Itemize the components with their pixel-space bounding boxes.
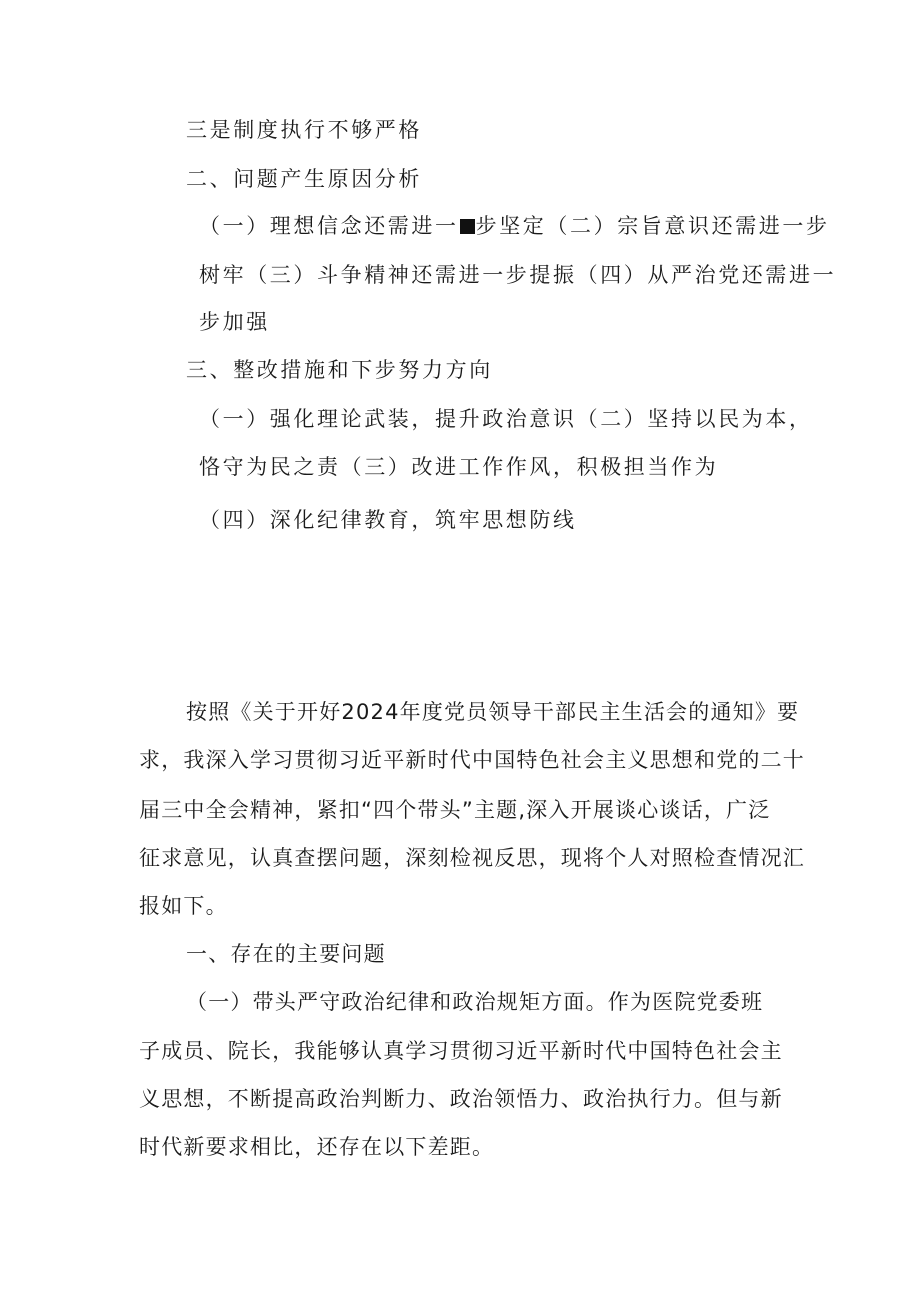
intro-paragraph-line: 报如下。 [139,894,228,918]
outline-line: 三是制度执行不够严格 [186,118,422,142]
black-square-mark [460,219,475,234]
intro-paragraph-line: 征求意见，认真查摆问题，深刻检视反思，现将个人对照检查情况汇 [139,846,805,870]
causes-line-3: 步加强 [199,310,270,334]
measures-line-1: （一）强化理论武装，提升政治意识（二）坚持以民为本， [199,407,813,431]
intro-paragraph-line: 按照《关于开好2024年度党员领导干部民主生活会的通知》要 [186,700,800,724]
measures-line-3: （四）深化纪律教育，筑牢思想防线 [199,508,577,532]
body-paragraph-line: 义思想，不断提高政治判断力、政治领悟力、政治执行力。但与新 [139,1087,783,1111]
intro-paragraph-line: 届三中全会精神，紧扣“四个带头”主题,深入开展谈心谈话，广泛 [139,798,771,822]
body-paragraph-line: 子成员、院长，我能够认真学习贯彻习近平新时代中国特色社会主 [139,1039,783,1063]
intro-paragraph-line: 求，我深入学习贯彻习近平新时代中国特色社会主义思想和党的二十 [139,748,805,772]
body-paragraph-line: （一）带头严守政治纪律和政治规矩方面。作为医院党委班 [186,990,764,1014]
outline-heading: 二、问题产生原因分析 [186,167,422,191]
causes-text-b: 步坚定（二）宗旨意识还需进一步 [475,214,830,238]
causes-line-2: 树牢（三）斗争精神还需进一步提振（四）从严治党还需进一 [199,263,837,287]
section-heading: 一、存在的主要问题 [186,942,386,966]
outline-heading: 三、整改措施和下步努力方向 [186,358,493,382]
body-paragraph-line: 时代新要求相比，还存在以下差距。 [139,1135,495,1159]
causes-line-1 [199,211,830,241]
measures-line-2: 恪守为民之责（三）改进工作作风，积极担当作为 [199,455,719,479]
causes-text-a: （一）理想信念还需进一 [199,214,459,238]
